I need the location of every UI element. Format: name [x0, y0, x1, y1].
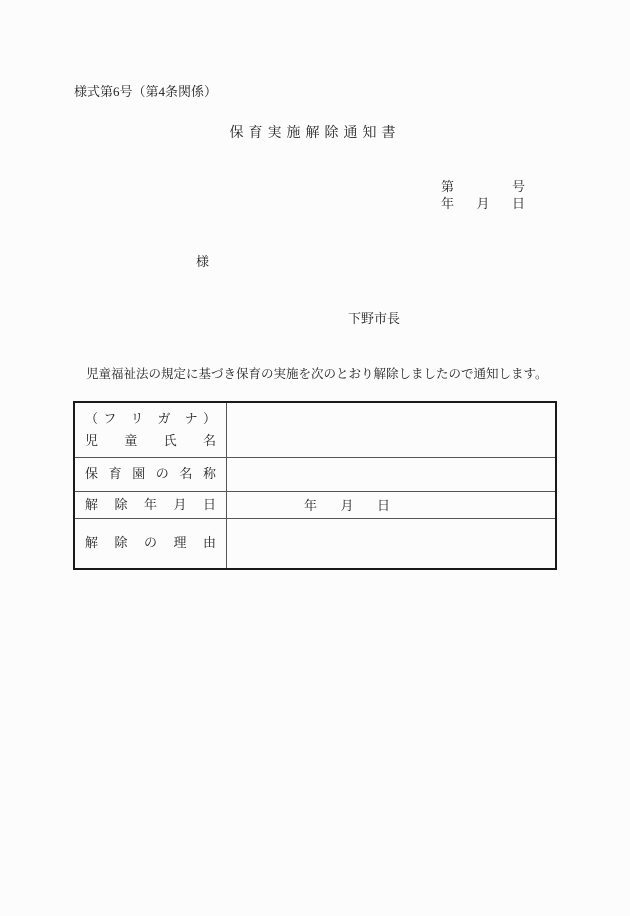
table-row-reason: [74, 518, 556, 569]
reason-label-cell: [74, 518, 227, 569]
doc-number-suffix: 号: [511, 179, 525, 194]
addressee-suffix: 様: [196, 254, 210, 269]
cancel-date-label: 解 除 年 月 日: [85, 496, 216, 512]
table-row-cancel-date: [74, 491, 556, 518]
issue-date-day: 日: [511, 196, 525, 211]
nursery-label: 保 育 園 の 名 称: [85, 466, 216, 482]
child-name-label: 児 童 氏 名: [85, 433, 216, 449]
cancel-date-label-cell: [74, 491, 227, 518]
reason-value-cell: [227, 518, 557, 569]
notice-body: 児童福祉法の規定に基づき保育の実施を次のとおり解除しましたので通知します。: [86, 367, 548, 381]
reason-label: 解 除 の 理 由: [85, 535, 216, 551]
issue-date-month: 月: [476, 196, 490, 211]
doc-meta-block: [441, 178, 525, 212]
furigana-label: （フ リ ガ ナ）: [85, 411, 216, 427]
document-title: 保育実施解除通知書: [229, 126, 401, 141]
form-number: 様式第6号（第4条関係）: [74, 84, 218, 99]
nursery-label-cell: [74, 458, 227, 491]
doc-number-line: [441, 178, 525, 195]
child-name-value-cell: [227, 402, 557, 458]
issue-date-year: 年: [441, 196, 455, 211]
sender-name: 下野市長: [348, 311, 401, 326]
notice-table: [73, 401, 557, 570]
cancel-date-year: 年: [304, 498, 318, 514]
doc-number-prefix: 第: [441, 179, 455, 194]
cancel-date-value: [304, 495, 390, 514]
cancel-date-value-cell: [227, 491, 557, 518]
nursery-value-cell: [227, 458, 557, 491]
issue-date-line: [441, 195, 525, 212]
cancel-date-day: 日: [376, 498, 390, 514]
table-row-nursery: [74, 458, 556, 491]
table-row-child-name: [74, 402, 556, 458]
cancel-date-month: 月: [340, 498, 354, 514]
child-name-label-cell: [74, 402, 227, 458]
